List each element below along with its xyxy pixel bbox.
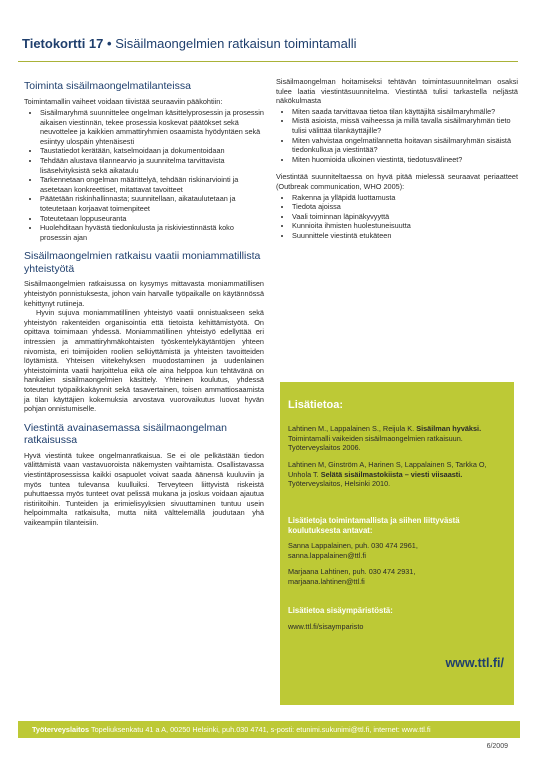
section-heading: Sisäilmaongelmien ratkaisu vaatii moniammatillista yhteistyötä: [24, 250, 261, 275]
contact-email[interactable]: marjaana.lahtinen@ttl.fi: [288, 576, 365, 586]
paragraph: Hyvä viestintä tukee ongelmanratkaisua. Se ei ole pelkästään tiedon välittämistä vaan vastavuoroista näkemysten vaihtamista. Osallistavassa viestintäprosessissa kaikki osapuolet voivat saada äänensä kuuluviin ja myös tuntea tulevansa kuulluiksi. Terveyteen liittyvistä riskeistä puhuttaessa myös tunteet ovat pelissä mukana ja joskus voidaan ajautua ristiriitoihin. Tunteiden ja erimielisyyksien sivuuttaminen tuntuu usein helpoimmalta ratkaisulta, mutta niitä välttelemällä joudutaan yhä vaikeampiin tilanteisiin.: [24, 450, 264, 527]
list-item: • Toteutetaan loppuseuranta: [40, 214, 264, 224]
ref-details: Työterveyslaitos, Helsinki 2010.: [288, 479, 391, 489]
list-item: • Suunnittele viestintä etukäteen: [292, 231, 518, 241]
contact-name: Marjaana Lahtinen, puh. 030 474 2931,: [288, 567, 416, 576]
paragraph: Sisäilmaongelmien ratkaisussa on kysymys mittavasta moniammatillisen yhteistyön ponnistuksesta, johon vain harvalle työpaikalle on käytännössä kehittynyt rutiineja.: [24, 279, 264, 308]
contact-1: [288, 541, 508, 560]
contact-heading: Lisätietoja toimintamallista ja siihen liittyvästä koulutuksesta antavat:: [288, 516, 460, 535]
list-item: • Kunnioita ihmisten huolestuneisuutta: [292, 221, 518, 231]
list-item: • Sisäilmaryhmä suunnittelee ongelman käsittelyprosessin ja prosessin aikaisen viestinnän, tekee prosessia koskevat päätökset sekä neuvottelee ja kaikkien ammattiryhmien osaamista hyödyntäen sekä esiintyy ulospäin yhtenäisesti: [40, 108, 264, 146]
process-steps-list: [24, 108, 264, 242]
list-item: • Miten huomioida ulkoinen viestintä, tiedotusvälineet?: [292, 155, 518, 165]
paragraph: Viestintää suunniteltaessa on hyvä pitää mielessä seuraavat periaatteet (Outbreak communication, WHO 2005):: [276, 172, 518, 191]
list-item: • Miten saada tarvittavaa tietoa tilan käyttäjiltä sisäilmaryhmälle?: [292, 107, 518, 117]
website-url[interactable]: www.ttl.fi/: [445, 656, 504, 670]
reference-2: [288, 460, 508, 489]
more-info-heading: Lisätietoa:: [288, 399, 344, 411]
section-heading: Toiminta sisäilmaongelmatilanteissa: [24, 80, 191, 92]
reference-1: [288, 424, 508, 453]
web-link[interactable]: www.ttl.fi/sisaymparisto: [288, 622, 364, 631]
section-heading: Viestintä avainasemassa sisäilmaongelman ratkaisussa: [24, 421, 227, 447]
web-heading: Lisätietoa sisäympäristöstä:: [288, 606, 393, 615]
list-item: • Miten vahvistaa ongelmatilannetta hoitavan sisäilmaryhmän sisäistä tiedonkulkua ja viestintää?: [292, 136, 518, 155]
ref-title: Sisäilman hyväksi.: [416, 424, 482, 433]
ref-authors: Lahtinen M., Lappalainen S., Reijula K.: [288, 424, 415, 433]
list-item: • Tehdään alustava tilannearvio ja suunnitelma tarvittavista lisäselvityksistä sekä aikataulu: [40, 156, 264, 175]
card-number: Tietokortti 17: [22, 36, 104, 51]
title-bullet: •: [107, 36, 112, 51]
right-column: [276, 77, 518, 247]
left-column: [24, 80, 264, 535]
contact-email[interactable]: sanna.lappalainen@ttl.fi: [288, 550, 366, 560]
paragraph: Hyvin sujuva moniammatillinen yhteistyö vaatii onnistuakseen sekä yhteistyön rakenteiden organisointia että tietoista kehittämistyötä. On opittava toimimaan yhdessä. Moniammatillinen yhteistyö edellyttää eri intressien ja ammattiryhmäkohtaisten työskentelykäytäntöjen yhteen nivomista, eri toimijoiden roolien selkiyttämistä ja yhteisten tavoitteiden löytämistä. Yhteisen viitekehyksen muodostaminen ja uudenlainen yhteistoiminta vaatii harjoittelua eikä ole aina helppoa kun tehtävänä on hankalien sisäilmaongelmien käsittely. Yhteinen koulutus, yhdessä toteutetut työpaikkakäynnit sekä tasavertainen, toisen ammattiosaamista ja tilan käyttäjien kokemuksia arvostava vuorovaikutus luovat hyvän pohjan onnistumiselle.: [24, 308, 264, 414]
list-item: • Rakenna ja ylläpidä luottamusta: [292, 193, 518, 203]
list-item: • Huolehditaan hyvästä tiedonkulusta ja riskiviestinnästä koko prosessin ajan: [40, 223, 264, 242]
list-item: • Mistä asioista, missä vaiheessa ja millä tavalla sisäilmaryhmän tieto tulisi välittää tilankäyttäjille?: [292, 116, 518, 135]
card-subject: Sisäilmaongelmien ratkaisun toimintamalli: [115, 36, 357, 51]
header-divider: [18, 61, 518, 62]
principles-list: [276, 193, 518, 241]
list-item: • Taustatiedot kerätään, katselmoidaan ja dokumentoidaan: [40, 146, 264, 156]
more-info-box: [280, 382, 514, 705]
ref-title: Selätä sisäilmastokiista – viesti viisaasti.: [320, 469, 463, 479]
list-item: • Tiedota ajoissa: [292, 202, 518, 212]
contact-name: Sanna Lappalainen, puh. 030 474 2961,: [288, 541, 418, 550]
list-item: • Vaali toiminnan läpinäkyvyyttä: [292, 212, 518, 222]
footer-org: Työterveyslaitos: [32, 725, 90, 734]
footer-contact-info: Topeliuksenkatu 41 a A, 00250 Helsinki, puh.030 4741, s-posti: etunimi.sukunimi@ttl.fi, internet: www.ttl.fi: [90, 725, 431, 734]
viewpoints-list: [276, 107, 518, 165]
footer-bar: [18, 721, 520, 738]
ref-details: Toimintamalli vaikeiden sisäilmaongelmien ratkaisuun. Työterveyslaitos 2006.: [288, 433, 463, 453]
paragraph: Sisäilmaongelman hoitamiseksi tehtävän toimintasuunnitelman osaksi tulee laatia viestintäsuunnitelma. Viestintää tulisi tarkastella neljästä näkökulmasta: [276, 77, 518, 106]
page-title: [22, 36, 357, 51]
ref-authors: Lahtinen M, Ginström A, Harinen S, Lappalainen S, Tarkka O, Unhola T.: [288, 460, 487, 479]
list-item: • Päätetään riskinhallinnasta; suunnitellaan, aikataulutetaan ja toteutetaan korjaavat toimenpiteet: [40, 194, 264, 213]
list-item: • Tarkennetaan ongelman määrittelyä, tehdään riskinarviointi ja asetetaan konkreettiset, mitattavat tavoitteet: [40, 175, 264, 194]
footer-date: 6/2009: [486, 743, 508, 750]
contact-2: [288, 567, 508, 586]
paragraph: Toimintamallin vaiheet voidaan tiivistää seuraaviin pääkohtiin:: [24, 96, 223, 106]
